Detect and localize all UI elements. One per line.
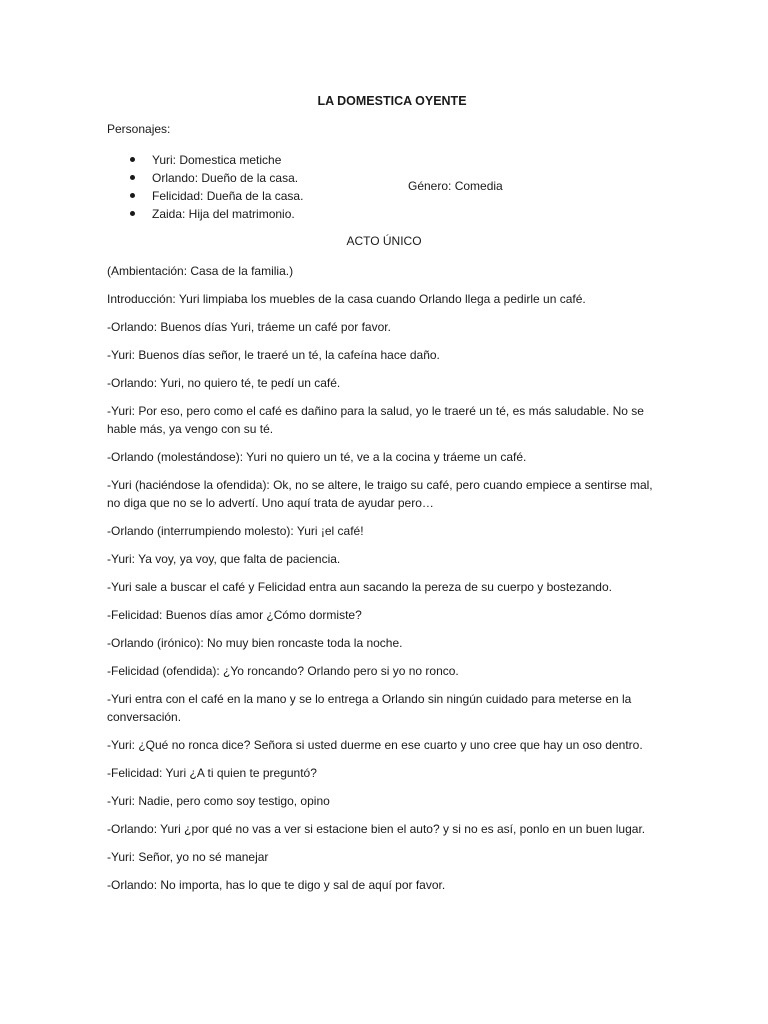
list-item: Yuri: Domestica metiche — [129, 151, 303, 169]
genre-label: Género: Comedia — [408, 179, 503, 193]
paragraph: Introducción: Yuri limpiaba los muebles de la casa cuando Orlando llega a pedirle un café. — [107, 292, 586, 306]
list-item: Felicidad: Dueña de la casa. — [129, 187, 303, 205]
paragraph: -Yuri entra con el café en la mano y se lo entrega a Orlando sin ningún cuidado para meterse en la conversación. — [107, 692, 632, 724]
paragraph: -Felicidad: Buenos días amor ¿Cómo dormiste? — [107, 608, 362, 622]
paragraph: -Yuri: Buenos días señor, le traeré un té, la cafeína hace daño. — [107, 348, 440, 362]
characters-heading: Personajes: — [107, 122, 171, 136]
script-body — [107, 262, 655, 904]
paragraph: -Orlando: Yuri, no quiero té, te pedí un café. — [107, 376, 341, 390]
paragraph: -Yuri: Por eso, pero como el café es dañino para la salud, yo le traeré un té, es más saludable. No se hable más, ya vengo con su té. — [107, 404, 644, 436]
paragraph: -Felicidad (ofendida): ¿Yo roncando? Orlando pero si yo no ronco. — [107, 664, 459, 678]
characters-list — [129, 151, 303, 223]
paragraph: (Ambientación: Casa de la familia.) — [107, 264, 294, 278]
paragraph: -Yuri sale a buscar el café y Felicidad entra aun sacando la pereza de su cuerpo y bostezando. — [107, 580, 612, 594]
paragraph: -Yuri: ¿Qué no ronca dice? Señora si usted duerme en ese cuarto y uno cree que hay un oso dentro. — [107, 738, 643, 752]
paragraph: -Yuri: Señor, yo no sé manejar — [107, 850, 269, 864]
paragraph: -Yuri (haciéndose la ofendida): Ok, no se altere, le traigo su café, pero cuando empiece a sentirse mal, no diga que no se lo advertí. Uno aquí trata de ayudar pero… — [107, 478, 653, 510]
paragraph: -Yuri: Ya voy, ya voy, que falta de paciencia. — [107, 552, 341, 566]
paragraph: -Orlando: Buenos días Yuri, tráeme un café por favor. — [107, 320, 391, 334]
list-item: Orlando: Dueño de la casa. — [129, 169, 303, 187]
act-heading: ACTO ÚNICO — [346, 234, 422, 248]
paragraph: -Felicidad: Yuri ¿A ti quien te preguntó? — [107, 766, 317, 780]
paragraph: -Orlando (interrumpiendo molesto): Yuri ¡el café! — [107, 524, 364, 538]
paragraph: -Orlando: No importa, has lo que te digo y sal de aquí por favor. — [107, 878, 446, 892]
paragraph: -Orlando (molestándose): Yuri no quiero un té, ve a la cocina y tráeme un café. — [107, 450, 527, 464]
paragraph: -Yuri: Nadie, pero como soy testigo, opino — [107, 794, 330, 808]
paragraph: -Orlando: Yuri ¿por qué no vas a ver si estacione bien el auto? y si no es así, ponlo en un buen lugar. — [107, 822, 646, 836]
list-item: Zaida: Hija del matrimonio. — [129, 205, 303, 223]
document-title: LA DOMESTICA OYENTE — [317, 94, 467, 108]
paragraph: -Orlando (irónico): No muy bien roncaste toda la noche. — [107, 636, 403, 650]
